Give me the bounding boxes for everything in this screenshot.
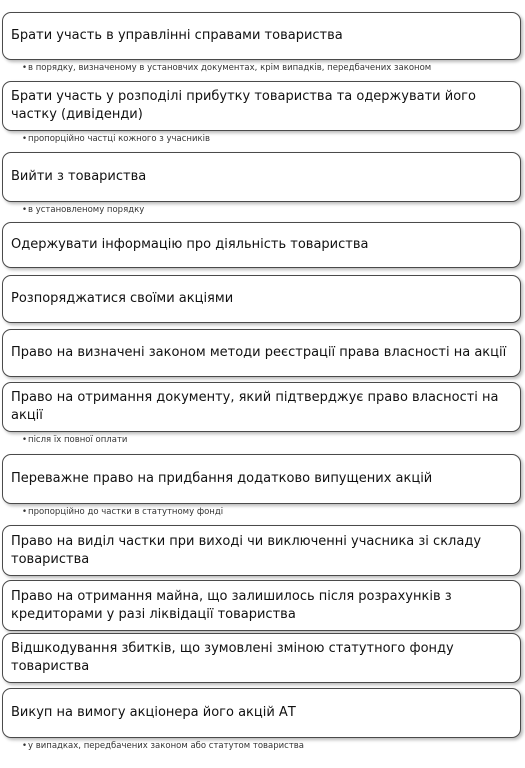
- right-label-11: Відшкодування збитків, що зумовлені зміною статутного фонду товариства: [11, 641, 454, 674]
- right-box-2: [2, 81, 521, 131]
- right-box-8: [2, 454, 521, 504]
- right-box-5: [2, 275, 521, 323]
- right-note-2: • пропорційно частці кожного з учасників: [22, 134, 517, 144]
- right-label-7: Право на отримання документу, який підтверджує право власності на акції: [11, 390, 499, 423]
- right-label-10: Право на отримання майна, що залишилось після розрахунків з кредиторами у разі ліквідації товариства: [11, 588, 452, 622]
- right-label-6: Право на визначені законом методи реєстрації права власності на акції: [11, 345, 507, 360]
- right-box-1: [2, 12, 521, 60]
- right-label-2: Брати участь у розподілі прибутку товариства та одержувати його частку (дивіденди): [11, 89, 476, 122]
- right-note-8: • пропорційно до частки в статутному фонді: [22, 507, 517, 517]
- right-label-3: Вийти з товариства: [11, 169, 147, 184]
- right-label-1: Брати участь в управлінні справами товариства: [11, 28, 343, 43]
- right-label-9: Право на виділ частки при виході чи виключенні учасника зі складу товариства: [11, 533, 482, 567]
- right-box-10: [2, 580, 521, 631]
- right-label-12: Викуп на вимогу акціонера його акцій АТ: [11, 705, 296, 720]
- right-box-12: [2, 688, 521, 738]
- right-box-3: [2, 152, 521, 202]
- right-note-7: • після їх повної оплати: [22, 435, 517, 445]
- right-box-11: [2, 633, 521, 683]
- right-box-7: [2, 382, 521, 432]
- right-note-1: • в порядку, визначеному в установчих документах, крім випадків, передбачених законом: [22, 63, 517, 73]
- right-note-12: • у випадках, передбачених законом або статутом товариства: [22, 741, 517, 751]
- right-box-6: [2, 329, 521, 377]
- right-box-9: [2, 525, 521, 576]
- right-label-4: Одержувати інформацію про діяльність товариства: [11, 237, 369, 252]
- right-label-5: Розпоряджатися своїми акціями: [11, 291, 234, 306]
- right-label-8: Переважне право на придбання додатково випущених акцій: [11, 471, 433, 486]
- right-box-4: [2, 222, 521, 268]
- right-note-3: • в установленому порядку: [22, 205, 517, 215]
